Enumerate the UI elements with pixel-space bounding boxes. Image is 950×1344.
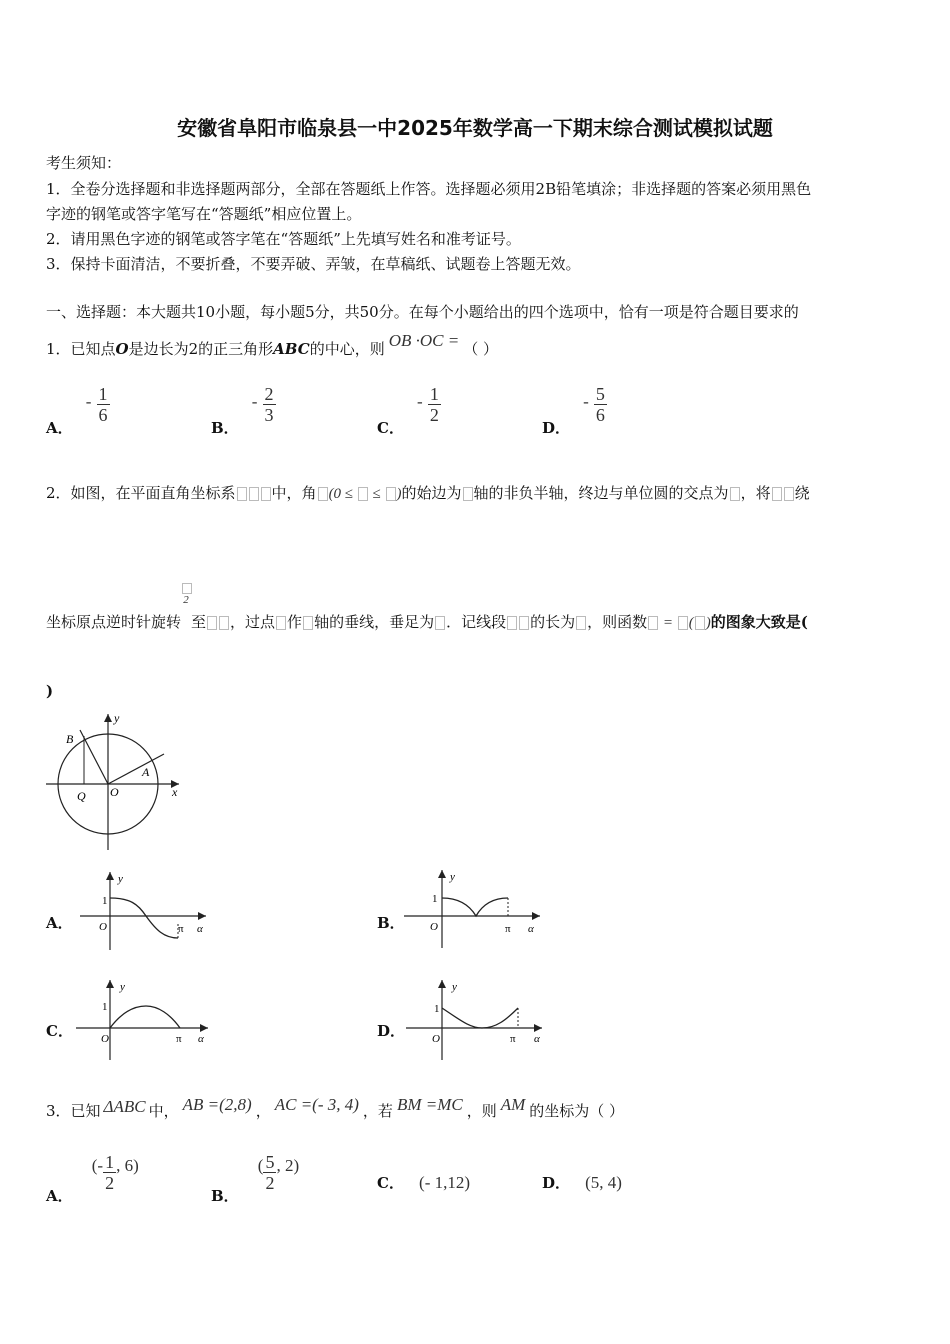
svg-text:1: 1 xyxy=(102,1001,108,1013)
missing-glyph-icon xyxy=(730,487,740,501)
q3-option-d[interactable]: D． (5, 4) xyxy=(542,1173,622,1192)
point-q-label: Q xyxy=(77,789,86,803)
svg-text:y: y xyxy=(118,873,123,885)
q1-option-c[interactable]: C． - $\frac{1}{2}$ xyxy=(377,384,439,437)
missing-glyph-icon xyxy=(276,616,286,630)
missing-glyph-icon xyxy=(358,487,368,501)
missing-glyph-icon xyxy=(261,487,271,501)
q1-triangle: ABC xyxy=(273,340,310,358)
origin-label: O xyxy=(110,785,119,799)
q2-option-d-graph[interactable] xyxy=(402,976,552,1062)
svg-text:1: 1 xyxy=(432,893,438,905)
q2-option-c-label[interactable]: C． xyxy=(46,1022,73,1040)
q1-stem-b: 是边长为2的正三角形 xyxy=(128,340,274,358)
unit-circle-figure xyxy=(44,710,194,850)
q1-option-b[interactable]: B． - $\frac{2}{3}$ xyxy=(211,384,274,437)
q2-option-d-label[interactable]: D． xyxy=(377,1022,406,1040)
q1-option-a[interactable]: A． - $\frac{1}{6}$ xyxy=(46,384,108,437)
page-title: 安徽省阜阳市临泉县一中2025年数学高一下期末综合测试模拟试题 xyxy=(177,116,773,140)
question-2-line-2: 坐标原点逆时针旋转 2至 ，过点 作 轴的垂线，垂足为 ．记线段 的长为 ，则函数 = ( )的图象大致是( xyxy=(46,606,808,632)
q1-paren: （ ） xyxy=(463,340,499,358)
svg-text:α: α xyxy=(534,1033,540,1045)
y-axis-label: y xyxy=(114,711,120,725)
missing-glyph-icon xyxy=(463,487,473,501)
point-a-label: A xyxy=(142,765,150,779)
notice-heading: 考生须知： xyxy=(46,154,122,172)
question-2-line-1: 2．如图，在平面直角坐标系 中，角 (0 ≤ ≤ )的始边为 轴的非负半轴，终边与单位圆的交点为 ，将 绕 xyxy=(46,484,810,502)
svg-text:O: O xyxy=(101,1033,109,1045)
missing-glyph-icon xyxy=(695,616,705,630)
svg-text:α: α xyxy=(528,923,534,935)
svg-text:1: 1 xyxy=(434,1003,440,1015)
q2-option-c-graph[interactable] xyxy=(72,976,222,1062)
svg-text:π: π xyxy=(178,923,184,935)
missing-glyph-icon xyxy=(784,487,794,501)
q2-option-a-graph[interactable] xyxy=(72,868,222,950)
missing-glyph-icon xyxy=(303,616,313,630)
svg-text:y: y xyxy=(450,871,455,883)
q1-stem-c: 的中心，则 xyxy=(309,340,385,358)
missing-glyph-icon xyxy=(648,616,658,630)
svg-text:O: O xyxy=(432,1033,440,1045)
q3-option-a[interactable]: A． (- $\frac{1}{2}$ , 6) xyxy=(46,1152,139,1205)
q2-option-a-label[interactable]: A． xyxy=(46,914,73,932)
svg-text:α: α xyxy=(198,1033,204,1045)
missing-glyph-icon xyxy=(182,583,192,594)
question-2-line-3: ) xyxy=(46,682,54,700)
svg-text:π: π xyxy=(176,1033,182,1045)
notice-line-2: 2．请用黑色字迹的钢笔或答字笔在“答题纸”上先填写姓名和准考证号。 xyxy=(46,230,521,248)
missing-glyph-icon xyxy=(576,616,586,630)
q1-expression: OB ·OC = xyxy=(388,331,460,350)
x-axis-label: x xyxy=(172,785,178,799)
missing-glyph-icon xyxy=(219,616,229,630)
section-heading: 一、选择题：本大题共10小题，每小题5分，共50分。在每个小题给出的四个选项中，恰有一项是符合题目要求的 xyxy=(46,303,799,321)
svg-text:π: π xyxy=(505,923,511,935)
missing-glyph-icon xyxy=(386,487,396,501)
q2-option-b-label[interactable]: B． xyxy=(377,914,405,932)
notice-line-3: 3．保持卡面清洁，不要折叠，不要弄破、弄皱，在草稿纸、试题卷上答题无效。 xyxy=(46,255,581,273)
q2-option-b-graph[interactable] xyxy=(402,866,552,948)
svg-text:O: O xyxy=(99,921,107,933)
missing-glyph-icon xyxy=(772,487,782,501)
q3-option-b[interactable]: B． ( $\frac{5}{2}$ , 2) xyxy=(211,1152,300,1205)
missing-glyph-icon xyxy=(519,616,529,630)
missing-glyph-icon xyxy=(249,487,259,501)
q1-stem-a: 1．已知点 xyxy=(46,340,116,358)
notice-line-1b: 字迹的钢笔或答字笔写在“答题纸”相应位置上。 xyxy=(46,205,362,223)
missing-glyph-icon xyxy=(237,487,247,501)
notice-line-1: 1．全卷分选择题和非选择题两部分，全部在答题纸上作答。选择题必须用2B铅笔填涂；非选择题的答案必须用黑色 xyxy=(46,180,812,198)
svg-text:α: α xyxy=(197,923,203,935)
question-3-stem: 3．已知 ΔABC 中， AB =(2,8) ， AC =(- 3, 4) ，若 BM =MC ，则 AM 的坐标为（ ） xyxy=(46,1095,625,1120)
missing-glyph-icon xyxy=(435,616,445,630)
q1-point-o: O xyxy=(115,340,129,358)
svg-text:π: π xyxy=(510,1033,516,1045)
missing-glyph-icon xyxy=(318,487,328,501)
point-b-label: B xyxy=(66,732,74,746)
svg-text:1: 1 xyxy=(102,895,108,907)
q1-option-d[interactable]: D． - $\frac{5}{6}$ xyxy=(542,384,605,437)
missing-glyph-icon xyxy=(507,616,517,630)
svg-text:O: O xyxy=(430,921,438,933)
q3-option-c[interactable]: C． (- 1,12) xyxy=(377,1173,471,1192)
missing-glyph-icon xyxy=(678,616,688,630)
svg-text:y: y xyxy=(120,981,125,993)
question-1-stem xyxy=(46,331,499,359)
svg-text:y: y xyxy=(452,981,457,993)
missing-glyph-icon xyxy=(207,616,217,630)
